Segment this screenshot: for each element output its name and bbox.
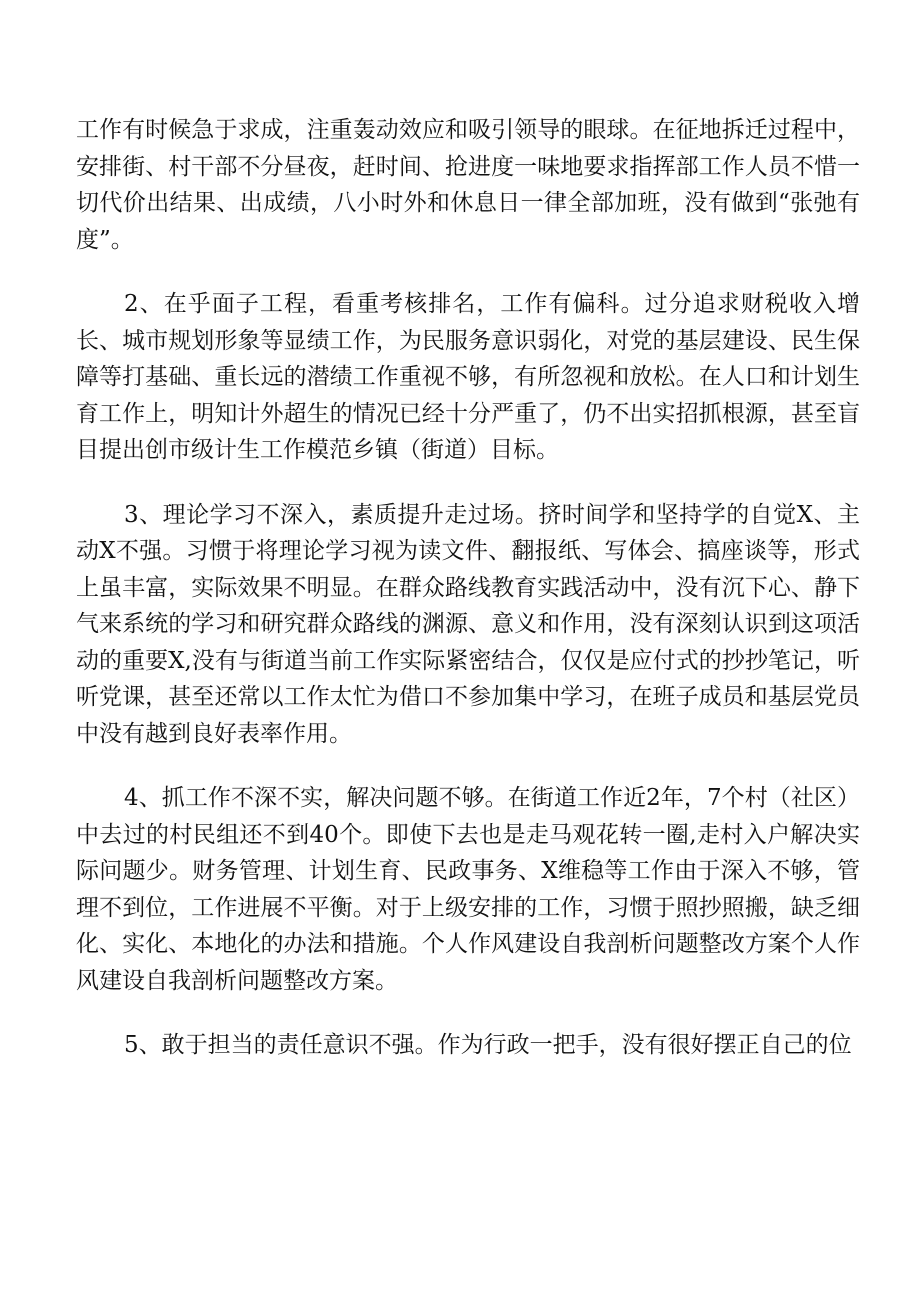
document-page	[76, 112, 860, 1064]
paragraph-item-3: 3、理论学习不深入，素质提升走过场。挤时间学和坚持学的自觉X、主动X不强。习惯于将理论学习视为读文件、翻报纸、写体会、搞座谈等，形式上虽丰富，实际效果不明显。在群众路线教育实践活动中，没有沉下心、静下气来系统的学习和研究群众路线的渊源、意义和作用，没有深刻认识到这项活动的重要X,没有与街道当前工作实际紧密结合，仅仅是应付式的抄抄笔记，听听党课，甚至还常以工作太忙为借口不参加集中学习，在班子成员和基层党员中没有越到良好表率作用。	[76, 501, 860, 747]
paragraph-item-5: 5、敢于担当的责任意识不强。作为行政一把手，没有很好摆正自己的位	[124, 1032, 852, 1058]
paragraph-item-4: 4、抓工作不深不实，解决问题不够。在街道工作近2年，7个村（社区）中去过的村民组还不到40个。即使下去也是走马观花转一圈,走村入户解决实际问题少。财务管理、计划生育、民政事务、X维稳等工作由于深入不够，管理不到位，工作进展不平衡。对于上级安排的工作，习惯于照抄照搬，缺乏细化、实化、本地化的办法和措施。个人作风建设自我剖析问题整改方案个人作风建设自我剖析问题整改方案。	[76, 785, 860, 994]
paragraph-item-2: 2、在乎面子工程，看重考核排名，工作有偏科。过分追求财税收入增长、城市规划形象等显绩工作，为民服务意识弱化，对党的基层建设、民生保障等打基础、重长远的潜绩工作重视不够，有所忽视和放松。在人口和计划生育工作上，明知计外超生的情况已经十分严重了，仍不出实招抓根源，甚至盲目提出创市级计生工作模范乡镇（街道）目标。	[76, 291, 860, 463]
paragraph-continuation: 工作有时候急于求成，注重轰动效应和吸引领导的眼球。在征地拆迁过程中，安排街、村干部不分昼夜，赶时间、抢进度一味地要求指挥部工作人员不惜一切代价出结果、出成绩，八小时外和休息日一律全部加班，没有做到“张弛有度”。	[76, 117, 860, 253]
